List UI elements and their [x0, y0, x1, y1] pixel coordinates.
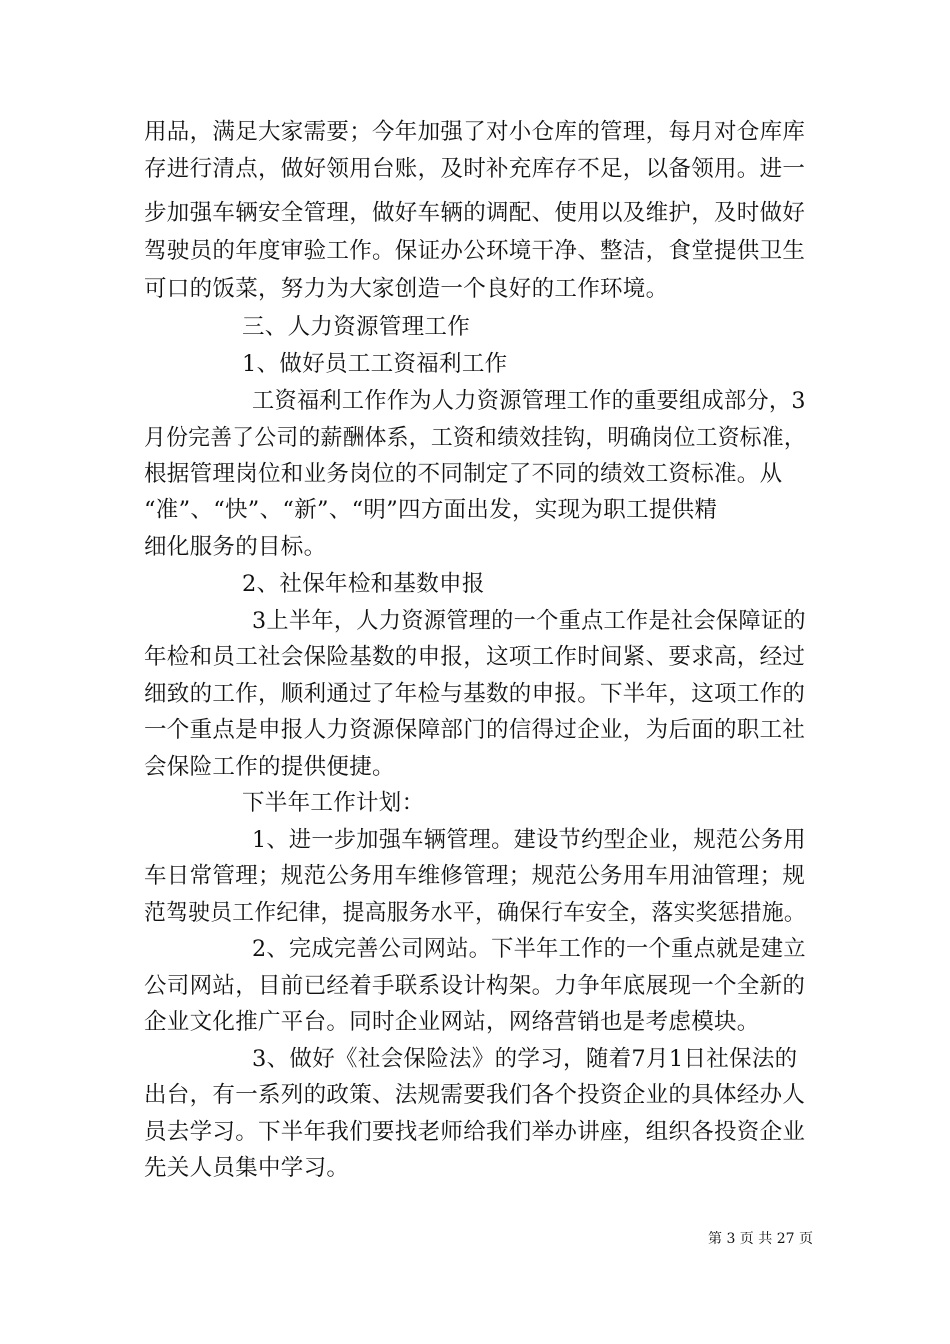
paragraph-line: 范驾驶员工作纪律，提高服务水平，确保行车安全，落实奖惩措施。	[144, 900, 807, 926]
paragraph-line: 出台，有一系列的政策、法规需要我们各个投资企业的具体经办人	[144, 1082, 806, 1108]
paragraph-line: 细致的工作，顺利通过了年检与基数的申报。下半年，这项工作的	[144, 681, 806, 707]
paragraph-line: 2、完成完善公司网站。下半年工作的一个重点就是建立	[252, 936, 806, 962]
paragraph-line: 工资福利工作作为人力资源管理工作的重要组成部分，3	[252, 388, 806, 414]
paragraph-line: 细化服务的目标。	[144, 534, 327, 560]
paragraph-line: 步加强车辆安全管理，做好车辆的调配、使用以及维护，及时做好	[144, 200, 806, 226]
paragraph-line: 3、做好《社会保险法》的学习，随着7月1日社保法的	[252, 1046, 798, 1072]
paragraph-line: 车日常管理；规范公务用车维修管理；规范公务用车用油管理；规	[144, 863, 806, 889]
subsection-heading: 2、社保年检和基数申报	[242, 571, 485, 597]
paragraph-line: 用品，满足大家需要；今年加强了对小仓库的管理，每月对仓库库	[144, 119, 806, 145]
paragraph-line: 3上半年，人力资源管理的一个重点工作是社会保障证的	[252, 608, 806, 634]
section-heading: 三、人力资源管理工作	[242, 314, 471, 340]
paragraph-line: 根据管理岗位和业务岗位的不同制定了不同的绩效工资标准。从	[144, 461, 783, 487]
paragraph-line: 年检和员工社会保险基数的申报，这项工作时间紧、要求高，经过	[144, 644, 806, 670]
paragraph-line: 驾驶员的年度审验工作。保证办公环境干净、整洁，食堂提供卫生	[144, 238, 806, 264]
paragraph-line: 一个重点是申报人力资源保障部门的信得过企业，为后面的职工社	[144, 717, 806, 743]
plan-heading: 下半年工作计划：	[242, 790, 425, 816]
subsection-heading: 1、做好员工工资福利工作	[242, 351, 508, 377]
paragraph-line: 企业文化推广平台。同时企业网站，网络营销也是考虑模块。	[144, 1009, 760, 1035]
paragraph-line: 员去学习。下半年我们要找老师给我们举办讲座，组织各投资企业	[144, 1119, 806, 1145]
paragraph-line: 月份完善了公司的薪酬体系，工资和绩效挂钩，明确岗位工资标准，	[144, 425, 807, 451]
page-number: 第 3 页 共 27 页	[708, 1231, 813, 1247]
paragraph-line: “准”、“快”、“新”、“明”四方面出发，实现为职工提供精	[144, 497, 718, 523]
paragraph-line: 1、进一步加强车辆管理。建设节约型企业，规范公务用	[252, 827, 806, 853]
paragraph-line: 存进行清点，做好领用台账，及时补充库存不足，以备领用。进一	[144, 156, 806, 182]
paragraph-line: 先关人员集中学习。	[144, 1155, 350, 1181]
paragraph-line: 可口的饭菜，努力为大家创造一个良好的工作环境。	[144, 276, 669, 302]
paragraph-line: 公司网站，目前已经着手联系设计构架。力争年底展现一个全新的	[144, 973, 806, 999]
paragraph-line: 会保险工作的提供便捷。	[144, 754, 395, 780]
